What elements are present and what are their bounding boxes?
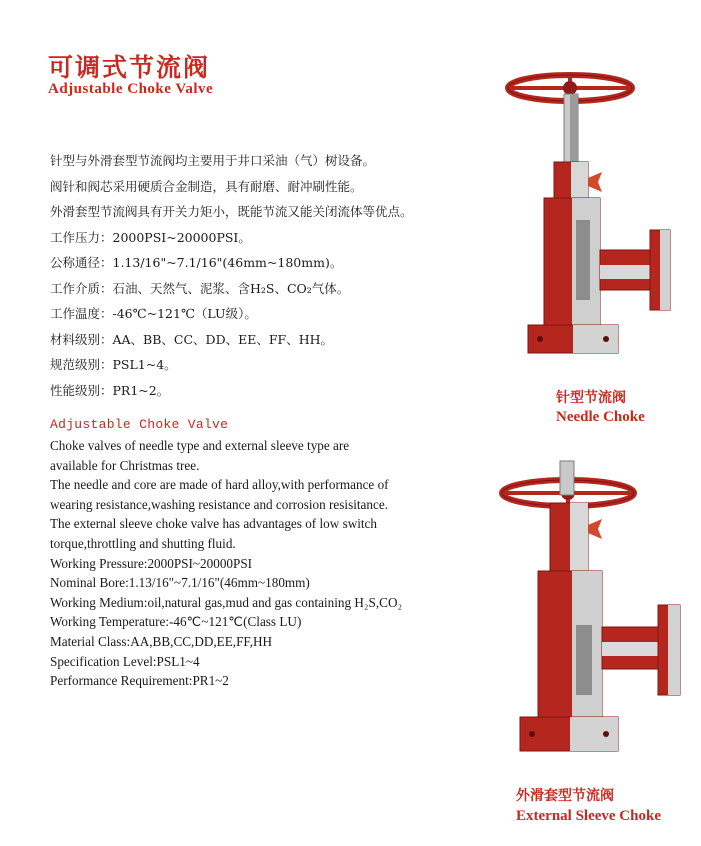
page-title-cn: 可调式节流阀 (48, 53, 211, 82)
external-sleeve-choke-image (490, 455, 695, 765)
chinese-description (50, 148, 413, 403)
sleeve-choke-caption-cn: 外滑套型节流阀 (516, 788, 614, 804)
needle-choke-image (500, 70, 695, 370)
en-line: Choke valves of needle type and external sleeve type are (50, 438, 350, 453)
en-line: available for Christmas tree. (50, 457, 200, 473)
cn-line: 工作介质：石油、天然气、泥浆、含H₂S、CO₂气体。 (50, 280, 350, 296)
cn-line: 阀针和阀芯采用硬质合金制造，具有耐磨、耐冲刷性能。 (50, 178, 363, 194)
en-line: torque,throttling and shutting fluid. (50, 535, 236, 551)
cn-line: 针型与外滑套型节流阀均主要用于井口采油（气）树设备。 (50, 153, 376, 168)
en-line: Working Temperature:-46℃~121℃(Class LU) (50, 614, 302, 630)
en-line: Nominal Bore:1.13/16"~7.1/16"(46mm~180mm) (50, 575, 310, 591)
cn-line: 公称通径：1.13/16"~7.1/16"(46mm~180mm)。 (50, 255, 343, 270)
en-line: Working Medium:oil,natural gas,mud and gas containing H₂S,CO₂ (50, 594, 403, 610)
english-description (50, 436, 402, 691)
en-line: Working Pressure:2000PSI~20000PSI (50, 555, 253, 571)
en-line: Performance Requirement:PR1~2 (50, 673, 229, 689)
needle-choke-caption-cn: 针型节流阀 (556, 390, 626, 406)
en-line: wearing resistance,washing resistance and corrosion resisitance. (50, 496, 388, 512)
cn-line: 外滑套型节流阀具有开关力矩小，既能节流又能关闭流体等优点。 (50, 204, 413, 219)
cn-line: 规范级别：PSL1~4。 (50, 357, 177, 372)
en-line: The external sleeve choke valve has advantages of low switch (50, 516, 377, 532)
english-section-title: Adjustable Choke Valve (50, 417, 229, 432)
cn-line: 工作温度：-46℃~121℃（LU级）。 (50, 306, 257, 321)
cn-line: 材料级别：AA、BB、CC、DD、EE、FF、HH。 (50, 331, 333, 347)
cn-line: 性能级别：PR1~2。 (50, 382, 170, 398)
en-line: The needle and core are made of hard alloy,with performance of (50, 477, 389, 493)
sleeve-choke-caption-en: External Sleeve Choke (516, 808, 661, 824)
en-line: Specification Level:PSL1~4 (50, 653, 200, 669)
needle-choke-caption-en: Needle Choke (556, 409, 645, 425)
cn-line: 工作压力：2000PSI~20000PSI。 (50, 229, 251, 245)
page-title-en: Adjustable Choke Valve (48, 81, 214, 97)
en-line: Material Class:AA,BB,CC,DD,EE,FF,HH (50, 633, 273, 649)
